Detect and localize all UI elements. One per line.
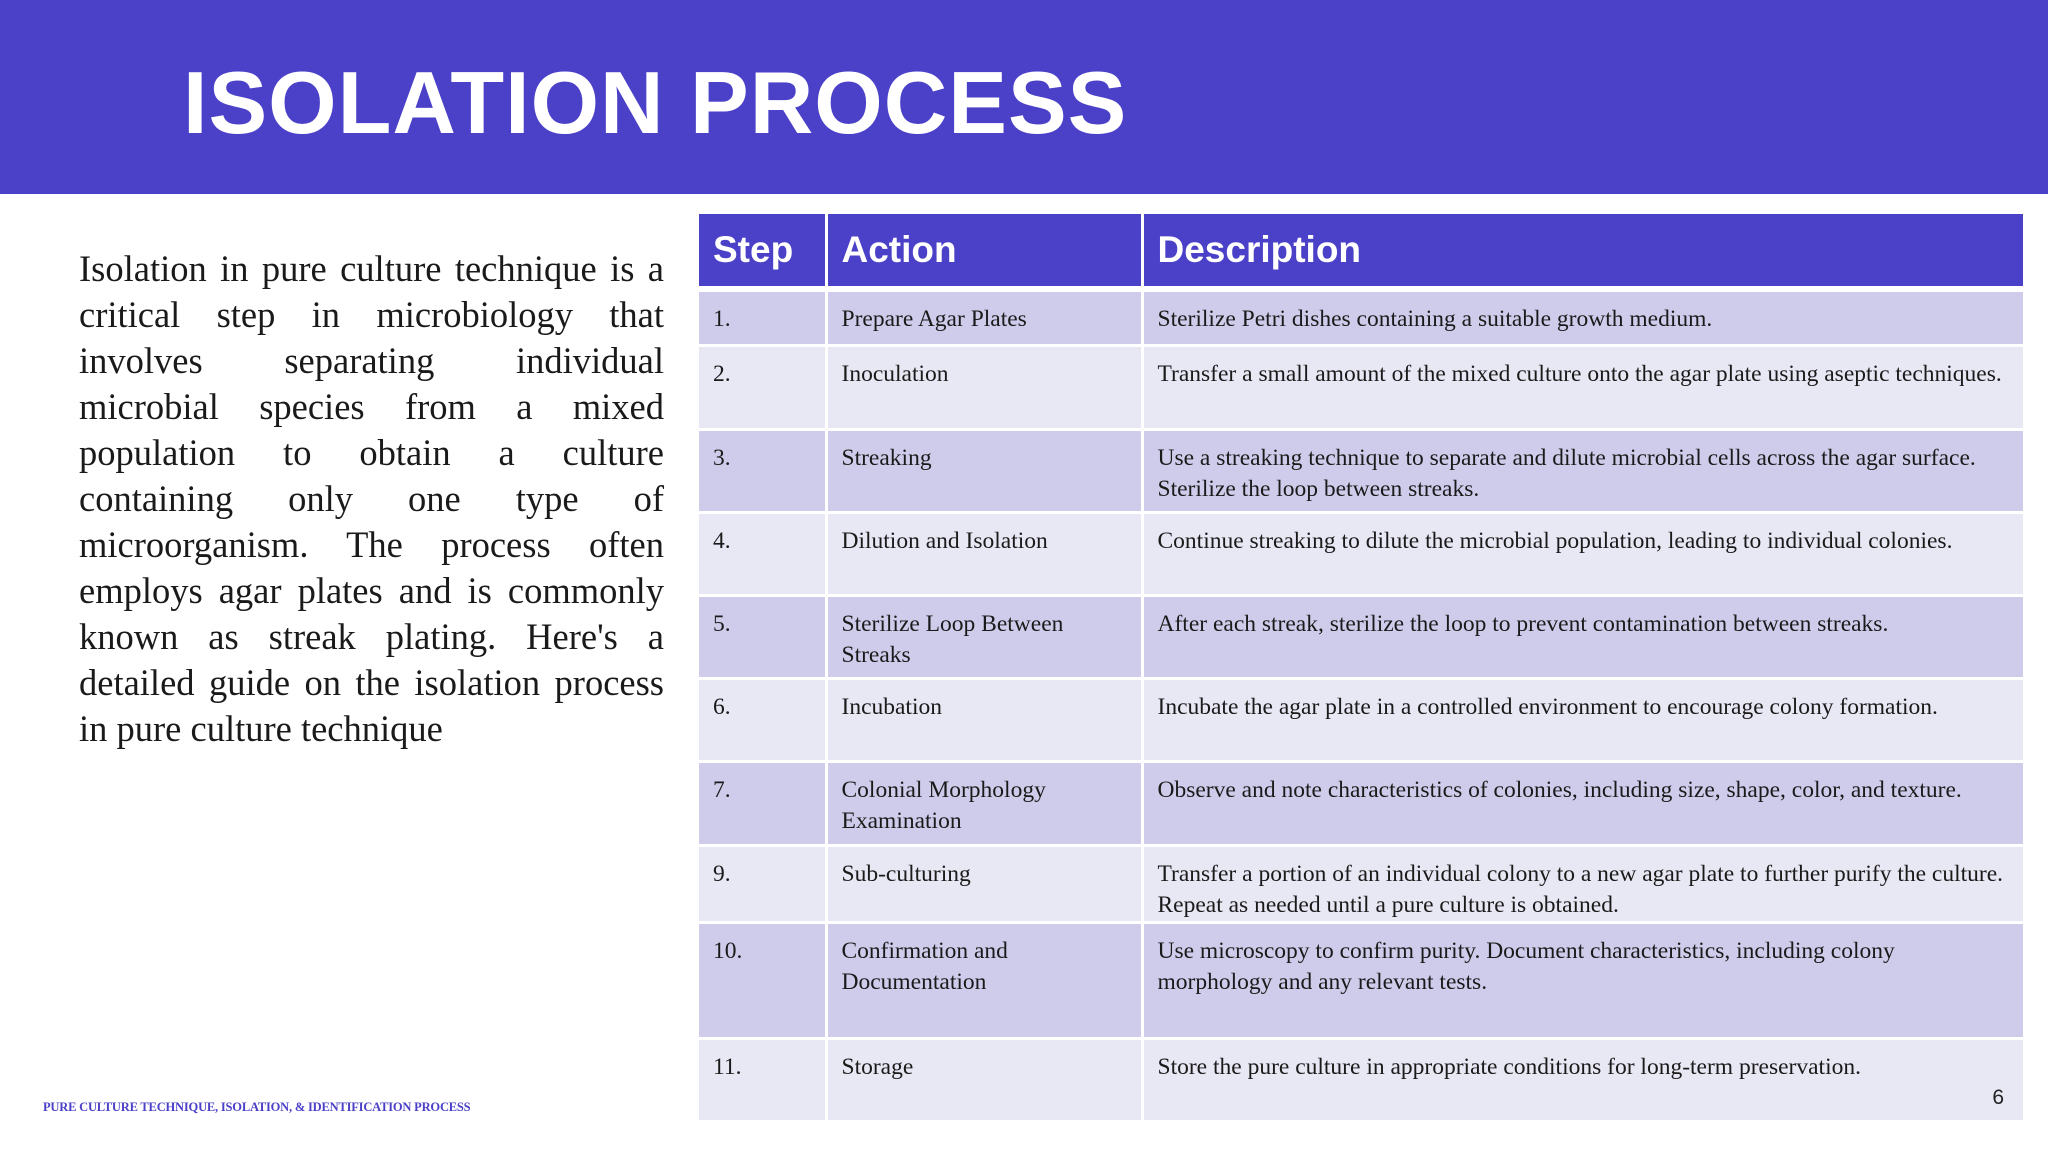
step-description: After each streak, sterilize the loop to prevent contamination between streaks. xyxy=(1142,595,2023,678)
table-row xyxy=(699,678,2023,761)
header-description: Description xyxy=(1142,214,2023,289)
step-action: Colonial Morphology Examination xyxy=(826,761,1142,845)
step-action: Storage xyxy=(826,1038,1142,1121)
step-number: 3. xyxy=(699,429,826,512)
table-row xyxy=(699,289,2023,345)
step-number: 9. xyxy=(699,845,826,922)
step-action: Dilution and Isolation xyxy=(826,512,1142,595)
step-description: Incubate the agar plate in a controlled environment to encourage colony formation. xyxy=(1142,678,2023,761)
step-number: 4. xyxy=(699,512,826,595)
step-description: Sterilize Petri dishes containing a suitable growth medium. xyxy=(1142,289,2023,345)
step-number: 2. xyxy=(699,345,826,429)
page-number: 6 xyxy=(1992,1086,2004,1109)
table-row xyxy=(699,512,2023,595)
step-action: Inoculation xyxy=(826,345,1142,429)
table-row xyxy=(699,345,2023,429)
step-action: Confirmation and Documentation xyxy=(826,922,1142,1038)
intro-paragraph: Isolation in pure culture technique is a critical step in microbiology that involves separating individual microbial species from a mixed population to obtain a culture containing only one type of microorganism. The process often employs agar plates and is commonly known as streak plating. Here's a detailed guide on the isolation process in pure culture technique xyxy=(79,248,664,749)
isolation-steps-table xyxy=(699,214,2023,1123)
title-banner xyxy=(0,0,2048,194)
header-action: Action xyxy=(826,214,1142,289)
step-description: Use a streaking technique to separate and dilute microbial cells across the agar surface. Sterilize the loop between streaks. xyxy=(1142,429,2023,512)
step-description: Continue streaking to dilute the microbial population, leading to individual colonies. xyxy=(1142,512,2023,595)
table-row xyxy=(699,845,2023,922)
table-row xyxy=(699,922,2023,1038)
table-row xyxy=(699,1038,2023,1121)
step-number: 7. xyxy=(699,761,826,845)
step-action: Incubation xyxy=(826,678,1142,761)
step-action: Prepare Agar Plates xyxy=(826,289,1142,345)
slide-title: ISOLATION PROCESS xyxy=(183,53,1128,152)
step-description: Transfer a small amount of the mixed culture onto the agar plate using aseptic techniques. xyxy=(1142,345,2023,429)
step-description: Use microscopy to confirm purity. Document characteristics, including colony morphology and any relevant tests. xyxy=(1142,922,2023,1038)
header-step: Step xyxy=(699,214,826,289)
table-row xyxy=(699,761,2023,845)
step-action: Sterilize Loop Between Streaks xyxy=(826,595,1142,678)
step-description: Observe and note characteristics of colonies, including size, shape, color, and texture. xyxy=(1142,761,2023,845)
step-description: Store the pure culture in appropriate conditions for long-term preservation. xyxy=(1142,1038,2023,1121)
footer-label: PURE CULTURE TECHNIQUE, ISOLATION, & IDENTIFICATION PROCESS xyxy=(43,1100,471,1114)
step-number: 1. xyxy=(699,289,826,345)
step-number: 6. xyxy=(699,678,826,761)
step-number: 11. xyxy=(699,1038,826,1121)
step-action: Sub-culturing xyxy=(826,845,1142,922)
step-number: 10. xyxy=(699,922,826,1038)
step-action: Streaking xyxy=(826,429,1142,512)
table-row xyxy=(699,595,2023,678)
table-header-row xyxy=(699,214,2023,289)
table-row xyxy=(699,429,2023,512)
step-description: Transfer a portion of an individual colony to a new agar plate to further purify the culture. Repeat as needed until a pure culture is obtained. xyxy=(1142,845,2023,922)
step-number: 5. xyxy=(699,595,826,678)
